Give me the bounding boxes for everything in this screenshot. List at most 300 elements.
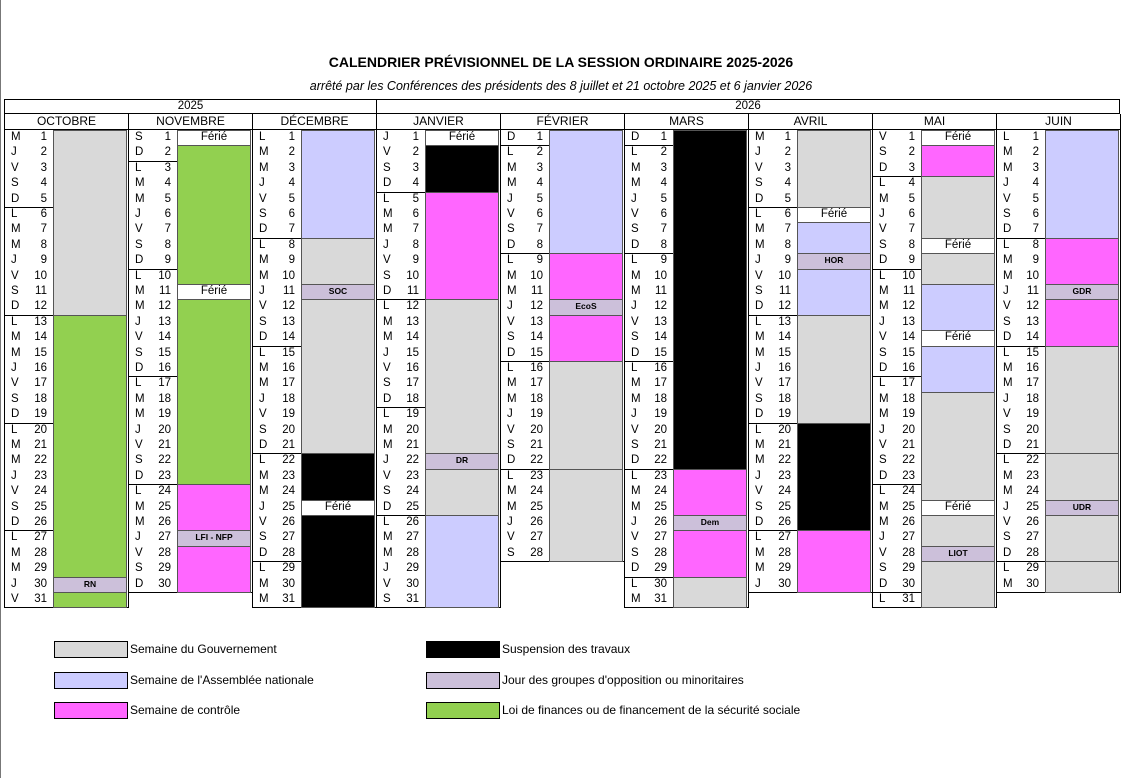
- weekday-letter: V: [135, 439, 143, 451]
- day-number: 31: [282, 593, 295, 605]
- weekday-letter: M: [1003, 469, 1013, 482]
- week-separator: [252, 561, 301, 562]
- finance-law-block: [53, 592, 127, 608]
- weekday-letter: D: [879, 161, 888, 174]
- day-number: 17: [34, 377, 47, 390]
- day-number: 21: [530, 439, 543, 451]
- weekday-letter: J: [383, 562, 389, 575]
- year-header-2025: 2025: [4, 99, 377, 114]
- weekday-letter: M: [1003, 254, 1013, 267]
- weekday-letter: L: [507, 362, 514, 374]
- weekday-letter: M: [507, 377, 517, 390]
- weekday-letter: M: [879, 500, 889, 513]
- day-row: [624, 438, 673, 453]
- day-row: [748, 346, 797, 361]
- weekday-letter: L: [631, 146, 638, 159]
- day-row: [128, 500, 177, 515]
- day-row: [996, 222, 1045, 237]
- control-week-block: [177, 546, 251, 593]
- day-row: [872, 330, 921, 345]
- day-number: 17: [778, 377, 791, 390]
- opposition-group-label: RN: [83, 578, 97, 589]
- day-number: 19: [158, 408, 171, 421]
- weekday-letter: J: [507, 192, 513, 205]
- day-row: [500, 484, 549, 499]
- weekday-letter: D: [879, 577, 888, 590]
- holiday-block: [177, 130, 251, 146]
- opposition-day-block: [549, 299, 623, 315]
- day-number: 7: [40, 223, 47, 236]
- day-row: [872, 269, 921, 284]
- day-row: [500, 361, 549, 376]
- holiday-block: [921, 330, 995, 346]
- weekday-letter: D: [383, 177, 392, 190]
- month-header: FÉVRIER: [500, 114, 625, 130]
- weekday-letter: M: [383, 315, 393, 328]
- day-row: [748, 484, 797, 499]
- day-row: [128, 361, 177, 376]
- weekday-letter: M: [631, 285, 641, 297]
- weekday-letter: L: [1003, 131, 1010, 143]
- day-row: [4, 284, 53, 299]
- holiday-block: [177, 284, 251, 300]
- day-row: [748, 423, 797, 438]
- weekday-letter: D: [755, 516, 764, 528]
- day-row: [252, 561, 301, 576]
- day-number: 4: [908, 177, 915, 190]
- day-number: 6: [164, 208, 171, 220]
- day-row: [376, 192, 425, 207]
- day-row: [748, 315, 797, 330]
- day-number: 1: [164, 131, 171, 143]
- weekday-letter: M: [11, 546, 21, 559]
- day-number: 9: [164, 254, 171, 267]
- month-header: MARS: [624, 114, 749, 130]
- day-number: 15: [282, 346, 295, 359]
- day-row: [500, 222, 549, 237]
- day-row: [500, 438, 549, 453]
- day-row: [996, 361, 1045, 376]
- week-separator: [500, 253, 549, 254]
- day-number: 11: [779, 285, 791, 297]
- weekday-letter: M: [259, 469, 269, 482]
- day-row: [624, 376, 673, 391]
- day-row: [376, 284, 425, 299]
- day-row: [252, 469, 301, 484]
- day-row: [748, 130, 797, 145]
- day-number: 25: [158, 500, 171, 513]
- weekday-letter: J: [1003, 392, 1009, 405]
- day-row: [252, 530, 301, 545]
- day-row: [996, 500, 1045, 515]
- day-number: 24: [406, 485, 419, 498]
- day-row: [4, 207, 53, 222]
- day-row: [500, 546, 549, 561]
- legend-swatch: [54, 702, 128, 719]
- day-row: [996, 407, 1045, 422]
- weekday-letter: L: [383, 192, 390, 205]
- day-number: 16: [1026, 362, 1039, 374]
- day-row: [4, 238, 53, 253]
- weekday-letter: S: [755, 392, 763, 405]
- weekday-letter: S: [383, 377, 391, 390]
- weekday-letter: S: [259, 531, 267, 544]
- holiday-block: [797, 207, 871, 223]
- day-number: 14: [282, 331, 295, 344]
- weekday-letter: M: [259, 146, 269, 159]
- day-row: [624, 299, 673, 314]
- government-week-block: [797, 130, 871, 208]
- weekday-letter: L: [507, 254, 514, 267]
- day-number: 21: [1026, 439, 1039, 451]
- day-number: 19: [902, 408, 915, 421]
- holiday-label: Férié: [448, 131, 476, 143]
- day-number: 28: [406, 546, 419, 559]
- day-row: [872, 500, 921, 515]
- weekday-letter: S: [879, 238, 887, 251]
- day-row: [748, 546, 797, 561]
- weekday-letter: S: [879, 346, 887, 359]
- control-week-block: [549, 253, 623, 300]
- day-number: 11: [655, 285, 667, 297]
- day-row: [4, 392, 53, 407]
- day-row: [624, 330, 673, 345]
- weekday-letter: M: [1003, 485, 1013, 498]
- opposition-group-label: HOR: [824, 255, 844, 266]
- control-week-block: [673, 530, 747, 577]
- holiday-block: [921, 500, 995, 516]
- weekday-letter: J: [383, 238, 389, 251]
- day-row: [624, 346, 673, 361]
- weekday-letter: V: [11, 161, 19, 174]
- day-row: [748, 330, 797, 345]
- weekday-letter: J: [1003, 500, 1009, 513]
- day-number: 2: [784, 146, 791, 159]
- opposition-group-label: SOC: [328, 286, 348, 296]
- weekday-letter: J: [259, 177, 265, 190]
- day-row: [500, 453, 549, 468]
- day-number: 3: [784, 161, 791, 174]
- weekday-letter: J: [631, 300, 637, 313]
- day-row: [376, 453, 425, 468]
- weekday-letter: L: [755, 208, 762, 220]
- day-number: 30: [902, 577, 915, 590]
- day-row: [252, 145, 301, 160]
- day-row: [624, 392, 673, 407]
- day-row: [376, 515, 425, 530]
- day-row: [252, 315, 301, 330]
- weekday-letter: M: [259, 577, 269, 590]
- day-number: 19: [654, 408, 667, 421]
- weekday-letter: V: [259, 300, 267, 313]
- day-row: [872, 530, 921, 545]
- weekday-letter: S: [11, 285, 19, 297]
- holiday-label: Férié: [324, 500, 352, 513]
- month-header: AVRIL: [748, 114, 873, 130]
- weekday-letter: S: [507, 439, 515, 451]
- weekday-letter: M: [11, 131, 21, 143]
- day-number: 6: [536, 208, 543, 220]
- day-row: [748, 299, 797, 314]
- weekday-letter: M: [755, 238, 765, 251]
- day-row: [996, 145, 1045, 160]
- day-row: [128, 546, 177, 561]
- control-week-block: [1045, 238, 1119, 285]
- day-number: 7: [908, 223, 915, 236]
- weekday-letter: V: [507, 208, 515, 220]
- day-row: [500, 192, 549, 207]
- day-row: [128, 299, 177, 314]
- weekday-letter: L: [631, 469, 638, 482]
- day-number: 18: [530, 392, 543, 405]
- week-separator: [4, 530, 53, 531]
- day-row: [252, 161, 301, 176]
- weekday-letter: S: [11, 177, 19, 190]
- day-row: [996, 161, 1045, 176]
- day-row: [500, 284, 549, 299]
- weekday-letter: V: [135, 331, 143, 344]
- day-number: 11: [1027, 285, 1039, 297]
- day-row: [128, 192, 177, 207]
- week-separator: [996, 346, 1045, 347]
- day-row: [4, 145, 53, 160]
- weekday-letter: D: [755, 300, 764, 313]
- day-row: [748, 192, 797, 207]
- day-number: 3: [660, 161, 667, 174]
- day-number: 11: [283, 285, 295, 297]
- day-row: [748, 222, 797, 237]
- day-row: [624, 192, 673, 207]
- day-number: 27: [778, 531, 791, 544]
- weekday-letter: L: [631, 254, 638, 267]
- weekday-letter: L: [879, 269, 886, 282]
- day-row: [748, 361, 797, 376]
- week-separator: [624, 469, 673, 470]
- day-row: [872, 484, 921, 499]
- government-week-block: [1045, 515, 1119, 562]
- week-separator: [376, 192, 425, 193]
- government-week-block: [921, 392, 995, 501]
- month-header: NOVEMBRE: [128, 114, 253, 130]
- day-row: [748, 561, 797, 576]
- weekday-letter: M: [11, 331, 21, 344]
- weekday-letter: L: [259, 454, 266, 467]
- weekday-letter: L: [879, 377, 886, 390]
- day-number: 21: [654, 439, 667, 451]
- day-row: [996, 438, 1045, 453]
- day-row: [4, 192, 53, 207]
- week-separator: [872, 484, 921, 485]
- day-row: [252, 423, 301, 438]
- day-row: [872, 453, 921, 468]
- day-row: [748, 207, 797, 222]
- day-row: [128, 407, 177, 422]
- weekday-letter: M: [507, 392, 517, 405]
- day-number: 3: [1032, 161, 1039, 174]
- weekday-letter: M: [135, 285, 145, 297]
- day-row: [128, 438, 177, 453]
- day-row: [748, 376, 797, 391]
- day-row: [4, 438, 53, 453]
- week-separator: [4, 207, 53, 208]
- day-row: [996, 392, 1045, 407]
- weekday-letter: M: [135, 500, 145, 513]
- day-row: [624, 546, 673, 561]
- legend-label: Semaine de l'Assemblée nationale: [130, 673, 314, 687]
- weekday-letter: D: [879, 469, 888, 482]
- weekday-letter: M: [259, 161, 269, 174]
- week-separator: [996, 561, 1045, 562]
- weekday-letter: V: [11, 269, 19, 282]
- weekday-letter: M: [879, 192, 889, 205]
- weekday-letter: V: [507, 315, 515, 328]
- day-number: 22: [654, 454, 667, 467]
- day-row: [996, 346, 1045, 361]
- weekday-letter: D: [631, 454, 640, 467]
- day-row: [624, 284, 673, 299]
- day-row: [252, 438, 301, 453]
- legend-label: Semaine de contrôle: [130, 703, 241, 717]
- weekday-letter: D: [383, 500, 392, 513]
- day-row: [4, 269, 53, 284]
- day-number: 28: [530, 546, 543, 559]
- weekday-letter: D: [507, 131, 516, 143]
- day-row: [252, 484, 301, 499]
- day-number: 6: [1032, 208, 1039, 220]
- weekday-letter: M: [383, 546, 393, 559]
- day-row: [872, 176, 921, 191]
- weekday-letter: V: [1003, 192, 1011, 205]
- weekday-letter: S: [1003, 423, 1011, 436]
- day-row: [748, 284, 797, 299]
- day-number: 23: [158, 469, 171, 482]
- day-row: [872, 515, 921, 530]
- day-row: [624, 530, 673, 545]
- weekday-letter: M: [879, 392, 889, 405]
- weekday-letter: D: [135, 362, 144, 374]
- day-number: 24: [282, 485, 295, 498]
- day-number: 9: [412, 254, 419, 267]
- weekday-letter: S: [507, 546, 515, 559]
- day-row: [996, 376, 1045, 391]
- suspension-block: [425, 145, 499, 192]
- day-row: [252, 299, 301, 314]
- day-number: 28: [1026, 546, 1039, 559]
- day-number: 22: [530, 454, 543, 467]
- day-row: [4, 484, 53, 499]
- day-number: 14: [1026, 331, 1039, 344]
- weekday-letter: L: [507, 146, 514, 159]
- weekday-letter: S: [383, 269, 391, 282]
- week-separator: [624, 577, 673, 578]
- day-row: [4, 361, 53, 376]
- holiday-label: Férié: [944, 238, 972, 251]
- day-row: [500, 269, 549, 284]
- weekday-letter: D: [11, 300, 20, 313]
- day-number: 15: [406, 346, 419, 359]
- day-row: [376, 392, 425, 407]
- day-number: 18: [902, 392, 915, 405]
- day-number: 3: [412, 161, 419, 174]
- day-row: [624, 407, 673, 422]
- government-week-block: [53, 130, 127, 316]
- day-number: 14: [530, 331, 543, 344]
- day-number: 20: [654, 423, 667, 436]
- day-row: [376, 438, 425, 453]
- day-number: 2: [536, 146, 543, 159]
- day-number: 3: [40, 161, 47, 174]
- weekday-letter: L: [11, 423, 18, 436]
- day-number: 12: [282, 300, 295, 313]
- weekday-letter: J: [259, 500, 265, 513]
- day-row: [376, 361, 425, 376]
- weekday-letter: D: [631, 238, 640, 251]
- day-number: 18: [1026, 392, 1039, 405]
- day-row: [4, 130, 53, 145]
- government-week-block: [797, 315, 871, 424]
- day-number: 25: [778, 500, 791, 513]
- page-subtitle: arrêté par les Conférences des présidents des 8 juillet et 21 octobre 2025 et 6 janvier 2026: [309, 79, 813, 93]
- day-row: [996, 269, 1045, 284]
- weekday-letter: J: [879, 423, 885, 436]
- day-row: [376, 238, 425, 253]
- government-week-block: [549, 469, 623, 562]
- assembly-week-block: [425, 515, 499, 608]
- day-row: [4, 161, 53, 176]
- weekday-letter: J: [631, 192, 637, 205]
- suspension-block: [301, 515, 375, 608]
- day-number: 10: [282, 269, 295, 282]
- weekday-letter: M: [11, 238, 21, 251]
- day-row: [376, 253, 425, 268]
- day-number: 29: [1026, 562, 1039, 575]
- opposition-day-block: [1045, 284, 1119, 300]
- day-number: 23: [530, 469, 543, 482]
- weekday-letter: L: [135, 161, 142, 174]
- day-row: [872, 315, 921, 330]
- weekday-letter: M: [507, 285, 517, 297]
- day-row: [872, 346, 921, 361]
- day-row: [996, 423, 1045, 438]
- weekday-letter: D: [507, 346, 516, 359]
- day-number: 18: [406, 392, 419, 405]
- weekday-letter: L: [631, 577, 638, 590]
- weekday-letter: S: [135, 562, 143, 575]
- day-number: 9: [40, 254, 47, 267]
- weekday-letter: V: [383, 146, 391, 159]
- weekday-letter: M: [507, 485, 517, 498]
- day-number: 20: [406, 423, 419, 436]
- day-number: 22: [406, 454, 419, 467]
- government-week-block: [921, 515, 995, 547]
- day-row: [996, 484, 1045, 499]
- day-row: [996, 176, 1045, 191]
- weekday-letter: L: [1003, 562, 1010, 575]
- day-number: 14: [902, 331, 915, 344]
- day-row: [996, 253, 1045, 268]
- weekday-letter: S: [11, 392, 19, 405]
- day-number: 8: [288, 238, 295, 251]
- week-separator: [128, 376, 177, 377]
- weekday-letter: J: [383, 131, 389, 143]
- weekday-letter: M: [135, 300, 145, 313]
- day-number: 15: [654, 346, 667, 359]
- day-row: [500, 530, 549, 545]
- day-number: 3: [164, 161, 171, 174]
- day-row: [748, 577, 797, 592]
- day-number: 16: [778, 362, 791, 374]
- finance-law-block: [177, 299, 251, 485]
